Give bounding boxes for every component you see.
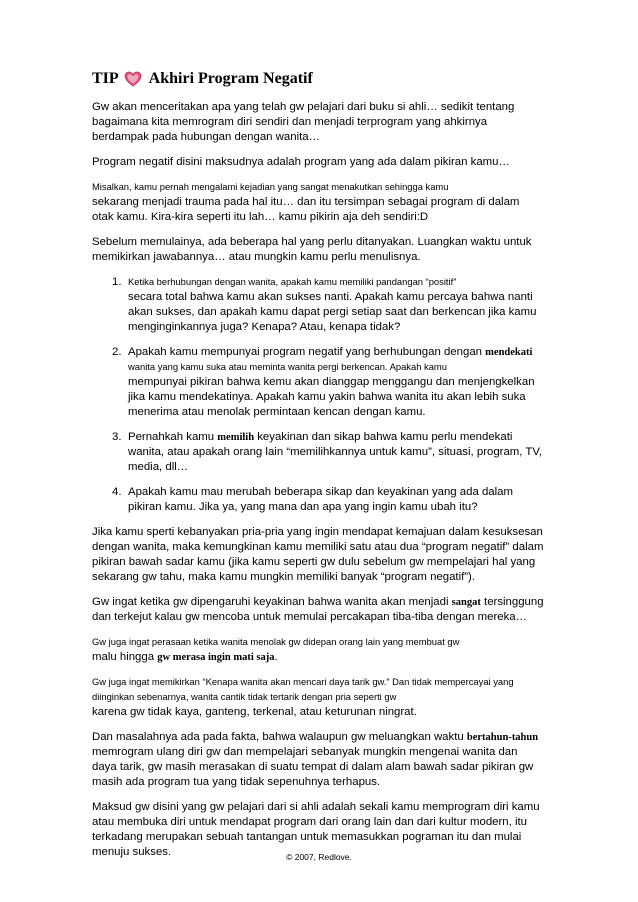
footer-copyright: © 2007, Redlove. (286, 852, 352, 862)
paragraph-8-small: Gw juga ingat memikirkan “Kenapa wanita akan mencari daya tarik gw.” Dan tidak mempercayai yang diinginkan sebenarnya, wanita cantik tidak tertarik dengan pria seperti gw (92, 676, 514, 702)
list-number: 3. (112, 431, 122, 443)
list-item-small: wanita yang kamu suka atau meminta wanita pergi berkencan. Apakah kamu (128, 361, 447, 372)
list-item-text: Apakah kamu mau merubah beberapa sikap dan keyakinan yang ada dalam pikiran kamu. Jika ya, yang mana dan apa yang ingin kamu ubah itu? (128, 486, 514, 513)
list-item (92, 430, 544, 475)
paragraph-3-rest: sekarang menjadi trauma pada hal itu… dan itu tersimpan sebagai program di dalam otak kamu. Kira-kira seperti itu lah… kamu pikirin aja deh sendiri:D (92, 196, 520, 223)
paragraph-3 (92, 180, 544, 225)
list-number: 2. (112, 346, 122, 358)
heart-icon (124, 71, 142, 87)
list-item (92, 345, 544, 420)
paragraph-2: Program negatif disini maksudnya adalah program yang ada dalam pikiran kamu… (92, 156, 510, 168)
list-number: 4. (112, 486, 122, 498)
paragraph-7-period: . (274, 651, 278, 663)
paragraph-9 (92, 730, 544, 790)
paragraph-6-text-b: tersinggung dan terkejut kalau gw mencoba untuk memulai percakapan tiba-tiba dengan mereka… (92, 596, 544, 623)
list-item-small: Ketika berhubungan dengan wanita, apakah kamu memiliki pandangan “positif” (128, 276, 457, 287)
paragraph-6-text: Gw ingat ketika gw dipengaruhi keyakinan bahwa wanita akan menjadi (92, 596, 449, 608)
title-heading: Akhiri Program Negatif (148, 70, 313, 87)
document-page (92, 70, 544, 870)
paragraph-6-bold: sangat (451, 597, 481, 608)
paragraph-4: Sebelum memulainya, ada beberapa hal yang perlu ditanyakan. Luangkan waktu untuk memikirkan jawabannya… atau mungkin kamu perlu menulisnya. (92, 236, 532, 263)
paragraph-9-text-b: memrogram ulang diri gw dan mempelajari sebanyak mungkin mengenai wanita dan daya tarik, gw masih merasakan di suatu tempat di dalam alam bawah sadar pikiran gw masih ada program tua yang tidak sepenuhnya terhapus. (92, 746, 534, 788)
page-title (92, 70, 544, 88)
paragraph-6 (92, 595, 544, 625)
list-number: 1. (112, 276, 122, 288)
paragraph-8 (92, 675, 544, 720)
paragraph-7 (92, 635, 544, 665)
list-item-text: Apakah kamu mempunyai program negatif yang berhubungan dengan (128, 346, 482, 358)
paragraph-10: Maksud gw disini yang gw pelajari dari si ahli adalah sekali kamu memprogram diri kamu atau membuka diri untuk mendapat program dari orang lain dan dari kultur modern, itu terkadang merupakan sebuah tantangan untuk memasukkan pograman itu dan mulai menuju sukses. (92, 801, 540, 858)
list-item-text: mempunyai pikiran bahwa kemu akan dianggap menggangu dan menjengkelkan jika kamu mendekatinya. Apakah kamu yakin bahwa wanita itu akan lebih suka menerima atau menolak permintaan kencan dengan kamu. (128, 376, 535, 418)
paragraph-7-small: Gw juga ingat perasaan ketika wanita menolak gw didepan orang lain yang membuat gw (92, 636, 460, 647)
list-item-text: secara total bahwa kamu akan sukses nanti. Apakah kamu percaya bahwa nanti akan sukses, dan apakah kamu dapat pergi setiap saat dan berkencan jika kamu menginginkannya juga? Kenapa? Atau, kenapa tidak? (128, 291, 537, 333)
paragraph-8-rest: karena gw tidak kaya, ganteng, terkenal, atau keturunan ningrat. (92, 706, 417, 718)
tip-label: TIP (92, 70, 119, 87)
paragraph-7-text: malu hingga (92, 651, 155, 663)
paragraph-7-bold: gw merasa ingin mati saja (157, 652, 275, 663)
list-item (92, 485, 544, 515)
list-item (92, 275, 544, 335)
list-item-bold: mendekati (485, 347, 533, 358)
paragraph-5: Jika kamu sperti kebanyakan pria-pria yang ingin mendapat kemajuan dalam kesuksesan dengan wanita, maka kemungkinan kamu memiliki satu atau dua “program negatif” dalam pikiran bawah sadar kamu (jika kamu seperti gw dulu sebelum gw mempelajari hal yang sekarang gw tahu, maka kamu mungkin memiliki banyak “program negatif”). (92, 526, 544, 583)
list-item-text: Pernahkah kamu (128, 431, 215, 443)
question-list (92, 275, 544, 515)
paragraph-9-text: Dan masalahnya ada pada fakta, bahwa walaupun gw meluangkan waktu (92, 731, 464, 743)
paragraph-1: Gw akan menceritakan apa yang telah gw pelajari dari buku si ahli… sedikit tentang bagaimana kita memrogram diri sendiri dan menjadi terprogram yang ahkirnya berdampak pada hubungan dengan wanita… (92, 101, 515, 143)
paragraph-9-bold: bertahun-tahun (466, 732, 539, 743)
list-item-text: keyakinan dan sikap bahwa kamu perlu mendekati wanita, atau apakah orang lain “memilihkannya untuk kamu”, situasi, program, TV, media, dll… (128, 431, 543, 473)
paragraph-3-small: Misalkan, kamu pernah mengalami kejadian yang sangat menakutkan sehingga kamu (92, 181, 449, 192)
list-item-bold: memilih (217, 432, 255, 443)
